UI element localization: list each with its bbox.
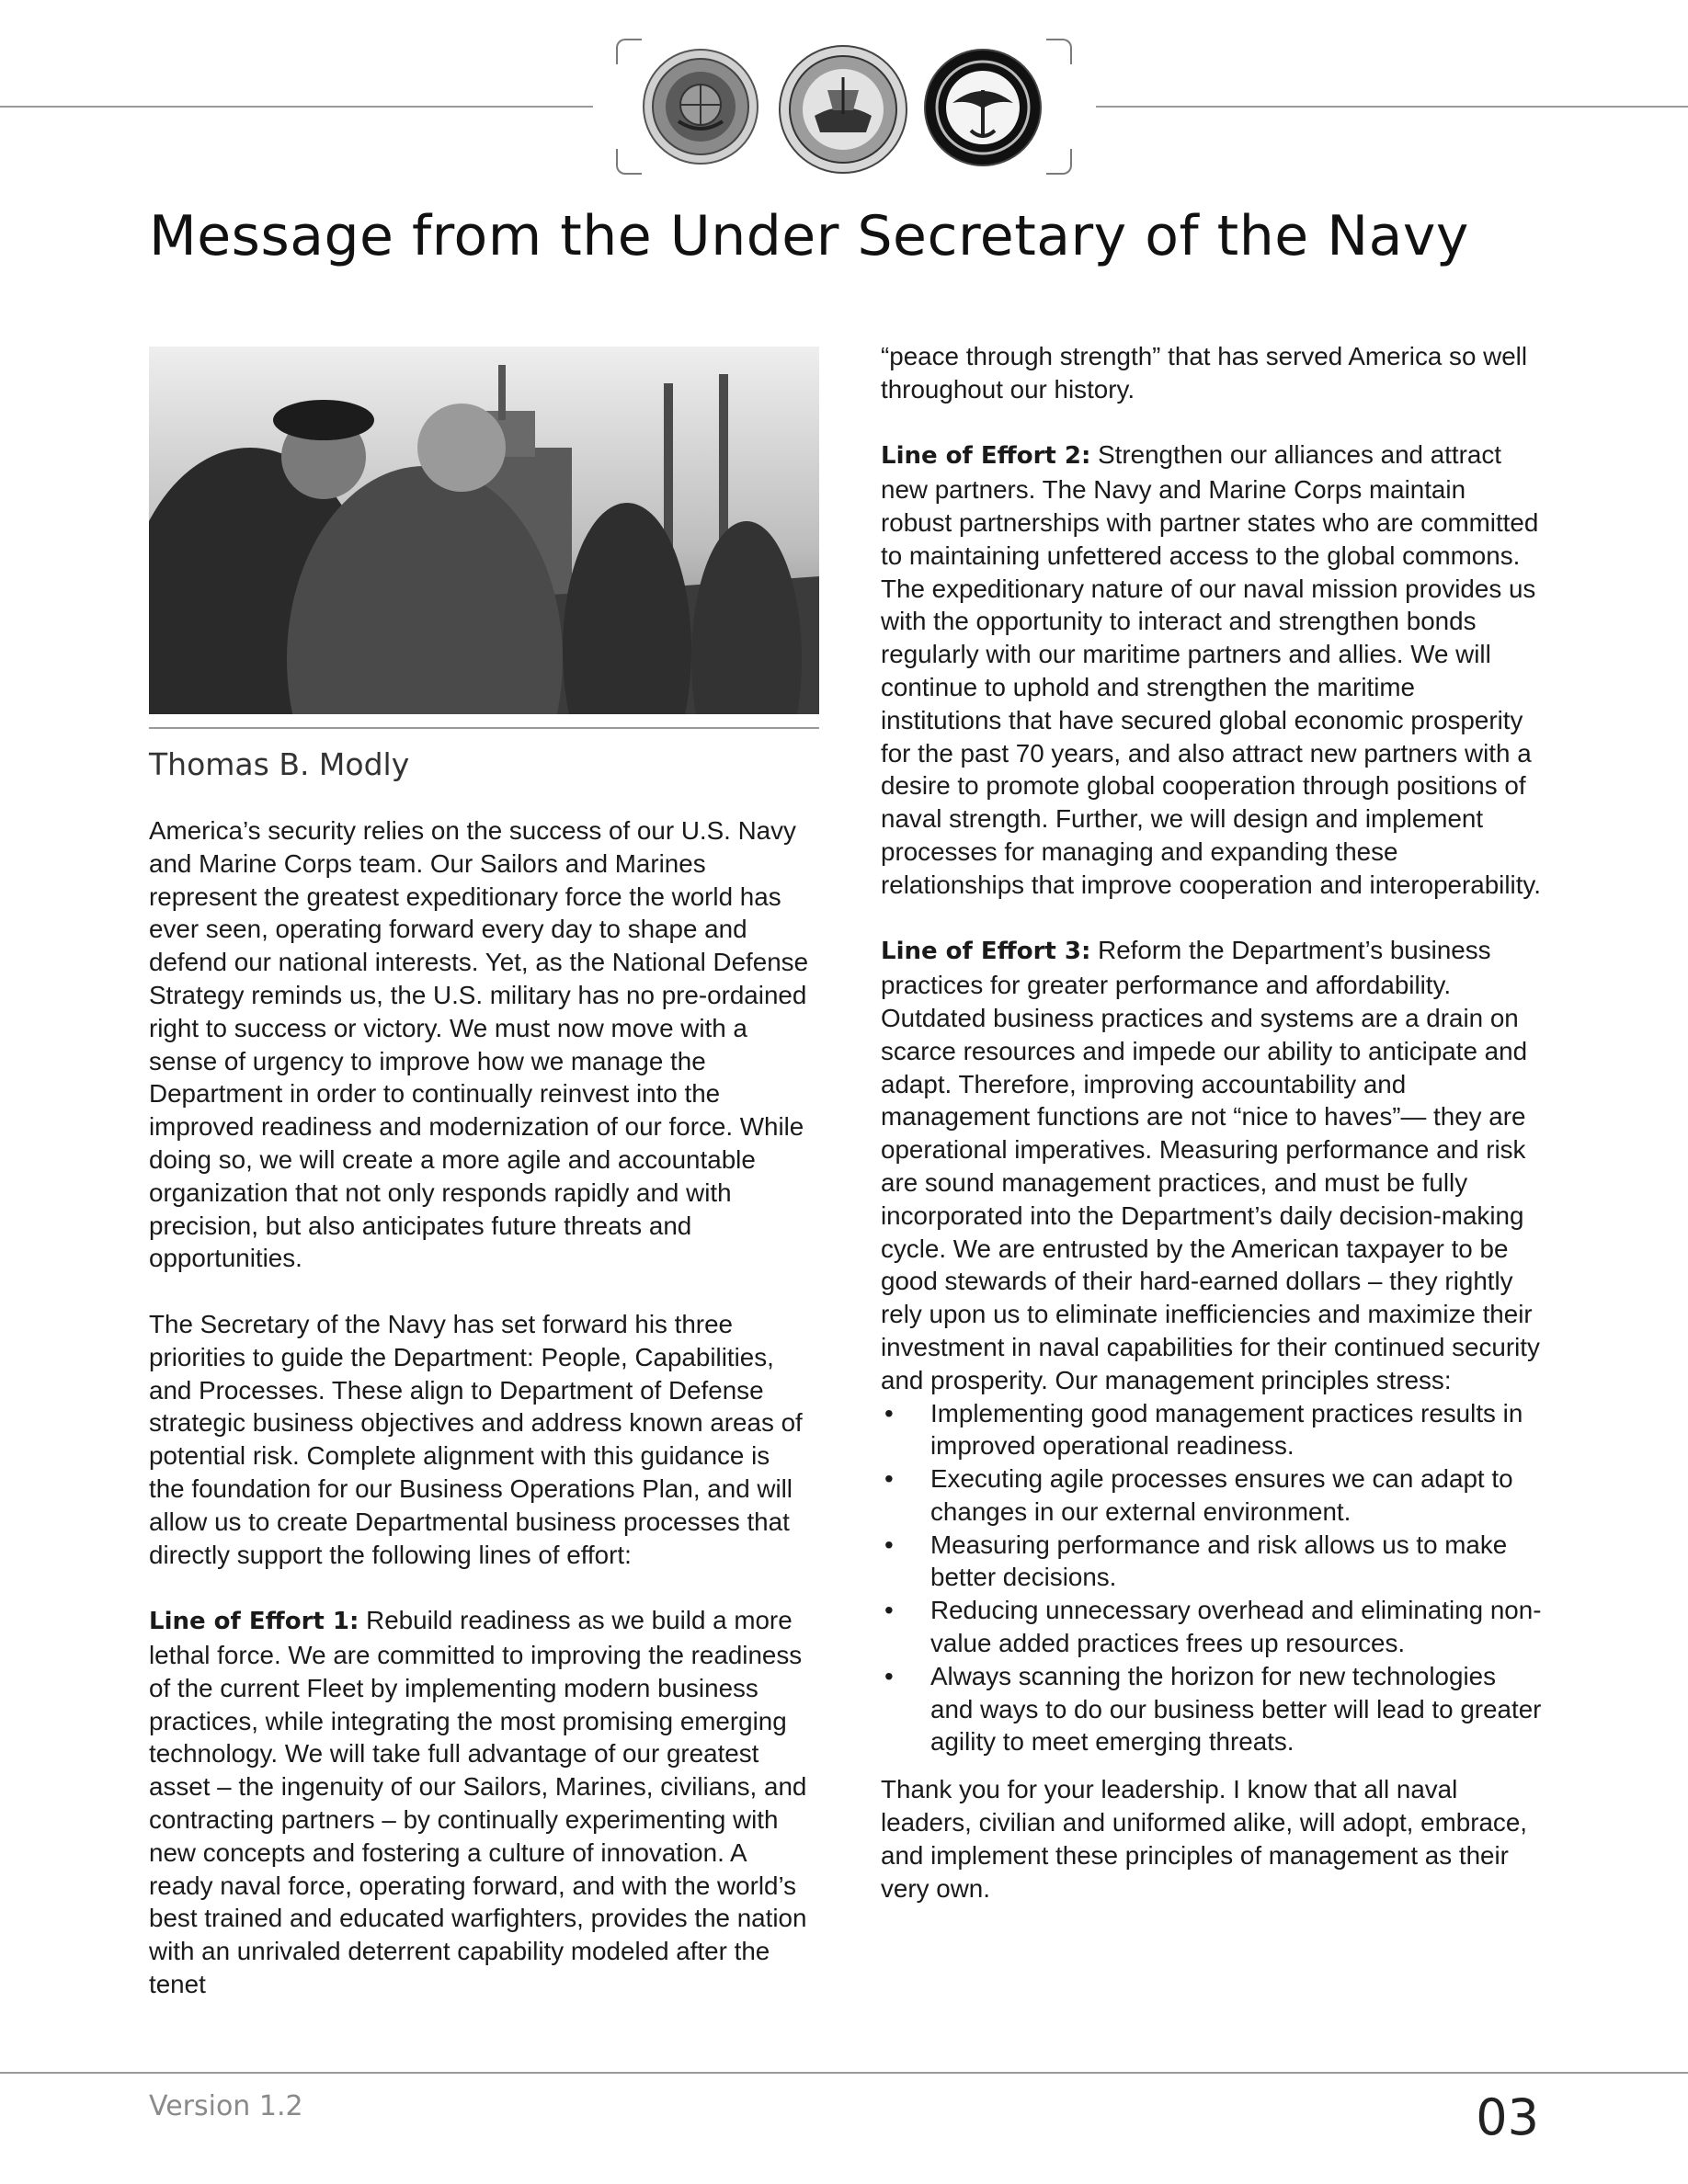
marine-corps-seal-icon [642, 48, 759, 165]
photo-caption-rule [149, 727, 819, 729]
list-item: • Reducing unnecessary overhead and eliminating non-value added practices frees up resources. [884, 1596, 1542, 1658]
bullet-icon: • [884, 1398, 894, 1428]
page-number: 03 [1476, 2088, 1539, 2146]
bullet-icon: • [884, 1464, 894, 1494]
list-item: • Implementing good management practices results in improved operational readiness. [884, 1398, 1523, 1461]
loe3-label: Line of Effort 3: [881, 938, 1091, 966]
bullet-icon: • [884, 1661, 894, 1690]
author-name: Thomas B. Modly [149, 746, 410, 782]
loe2-text: Strengthen our alliances and attract new partners. The Navy and Marine Corps maintain robust partnerships with partner states who are committed to maintaining unfettered access to the global commons. The expeditionary nature of our naval mission provides us with the opportunity to interact and strengthen bonds regularly with our maritime partners and allies. We will continue to uphold and strengthen the maritime institutions that have secured global economic prosperity for the past 70 years, and also attract new partners with a desire to promote global cooperation through positions of naval strength. Further, we will design and implement processes for managing and expanding these relationships that improve cooperation and interoperability. [881, 440, 1541, 899]
closing-paragraph: Thank you for your leadership. I know that all naval leaders, civilian and uniformed alike, will adopt, embrace, and implement these principles of management as their very own. [881, 1775, 1527, 1903]
page-title: Message from the Under Secretary of the Navy [149, 204, 1469, 268]
loe1-continuation: “peace through strength” that has served America so well throughout our history. [881, 342, 1528, 404]
line-of-effort-1 [149, 1604, 811, 2001]
intro-paragraph: America’s security relies on the success of our U.S. Navy and Marine Corps team. Our Sailors and Marines represent the greatest expeditionary force the world has ever seen, operating forward every day to shape and defend our national interests. Yet, as the National Defense Strategy reminds us, the U.S. military has no pre-ordained right to success or victory. We must now move with a sense of urgency to improve how we manage the Department in order to continually reinvest into the improved readiness and modernization of our force. While doing so, we will create a more agile and accountable organization that not only responds rapidly and with precision, but also anticipates future threats and opportunities. [149, 816, 809, 1273]
version-label: Version 1.2 [149, 2090, 303, 2122]
footer-rule [0, 2072, 1688, 2074]
line-of-effort-3 [881, 934, 1543, 1396]
us-navy-emblem-icon [923, 48, 1043, 167]
loe1-label: Line of Effort 1: [149, 1608, 359, 1636]
left-column [149, 814, 811, 2001]
seal-frame [616, 39, 1072, 175]
loe2-label: Line of Effort 2: [881, 442, 1091, 471]
under-secretary-photo [149, 347, 819, 714]
list-item: • Measuring performance and risk allows us to make better decisions. [884, 1530, 1508, 1592]
priorities-paragraph: The Secretary of the Navy has set forward his three priorities to guide the Department: People, Capabilities, and Processes. These align to Department of Defense strategic business objectives and address known areas of potential risk. Complete alignment with this guidance is the foundation for our Business Operations Plan, and will allow us to create Departmental business processes that directly support the following lines of effort: [149, 1309, 803, 1569]
right-column [881, 340, 1543, 1905]
header-rule-right [1096, 106, 1688, 108]
list-item: • Executing agile processes ensures we can adapt to changes in our external environment. [884, 1464, 1513, 1526]
management-principles-list [881, 1397, 1543, 1759]
photo-placeholder-icon [149, 347, 819, 714]
bullet-icon: • [884, 1596, 894, 1625]
line-of-effort-2 [881, 438, 1543, 901]
loe1-text: Rebuild readiness as we build a more lethal force. We are committed to improving the readiness of the current Fleet by implementing modern business practices, while integrating the most promising emerging technology. We will take full advantage of our greatest asset – the ingenuity of our Sailors, Marines, civilians, and contracting partners – by continually experimenting with new concepts and fostering a culture of innovation. A ready naval force, operating forward, and with the world’s best trained and educated warfighters, provides the nation with an unrivaled deterrent capability modeled after the tenet [149, 1606, 807, 1998]
navy-department-seal-icon [778, 44, 908, 175]
loe3-text: Reform the Department’s business practices for greater performance and affordability. Outdated business practices and systems are a drain on scarce resources and impede our ability to anticipate and adapt. Therefore, improving accountability and management functions are not “nice to haves”— they are operational imperatives. Measuring performance and risk are sound management practices, and must be fully incorporated into the Department’s daily decision-making cycle. We are entrusted by the American taxpayer to be good stewards of their hard-earned dollars – they rightly rely upon us to eliminate inefficiencies and maximize their investment in naval capabilities for their continued security and prosperity. Our management principles stress: [881, 936, 1540, 1394]
header-rule-left [0, 106, 593, 108]
bullet-icon: • [884, 1530, 894, 1559]
list-item: • Always scanning the horizon for new technologies and ways to do our business better will lead to greater agility to meet emerging threats. [884, 1661, 1542, 1757]
